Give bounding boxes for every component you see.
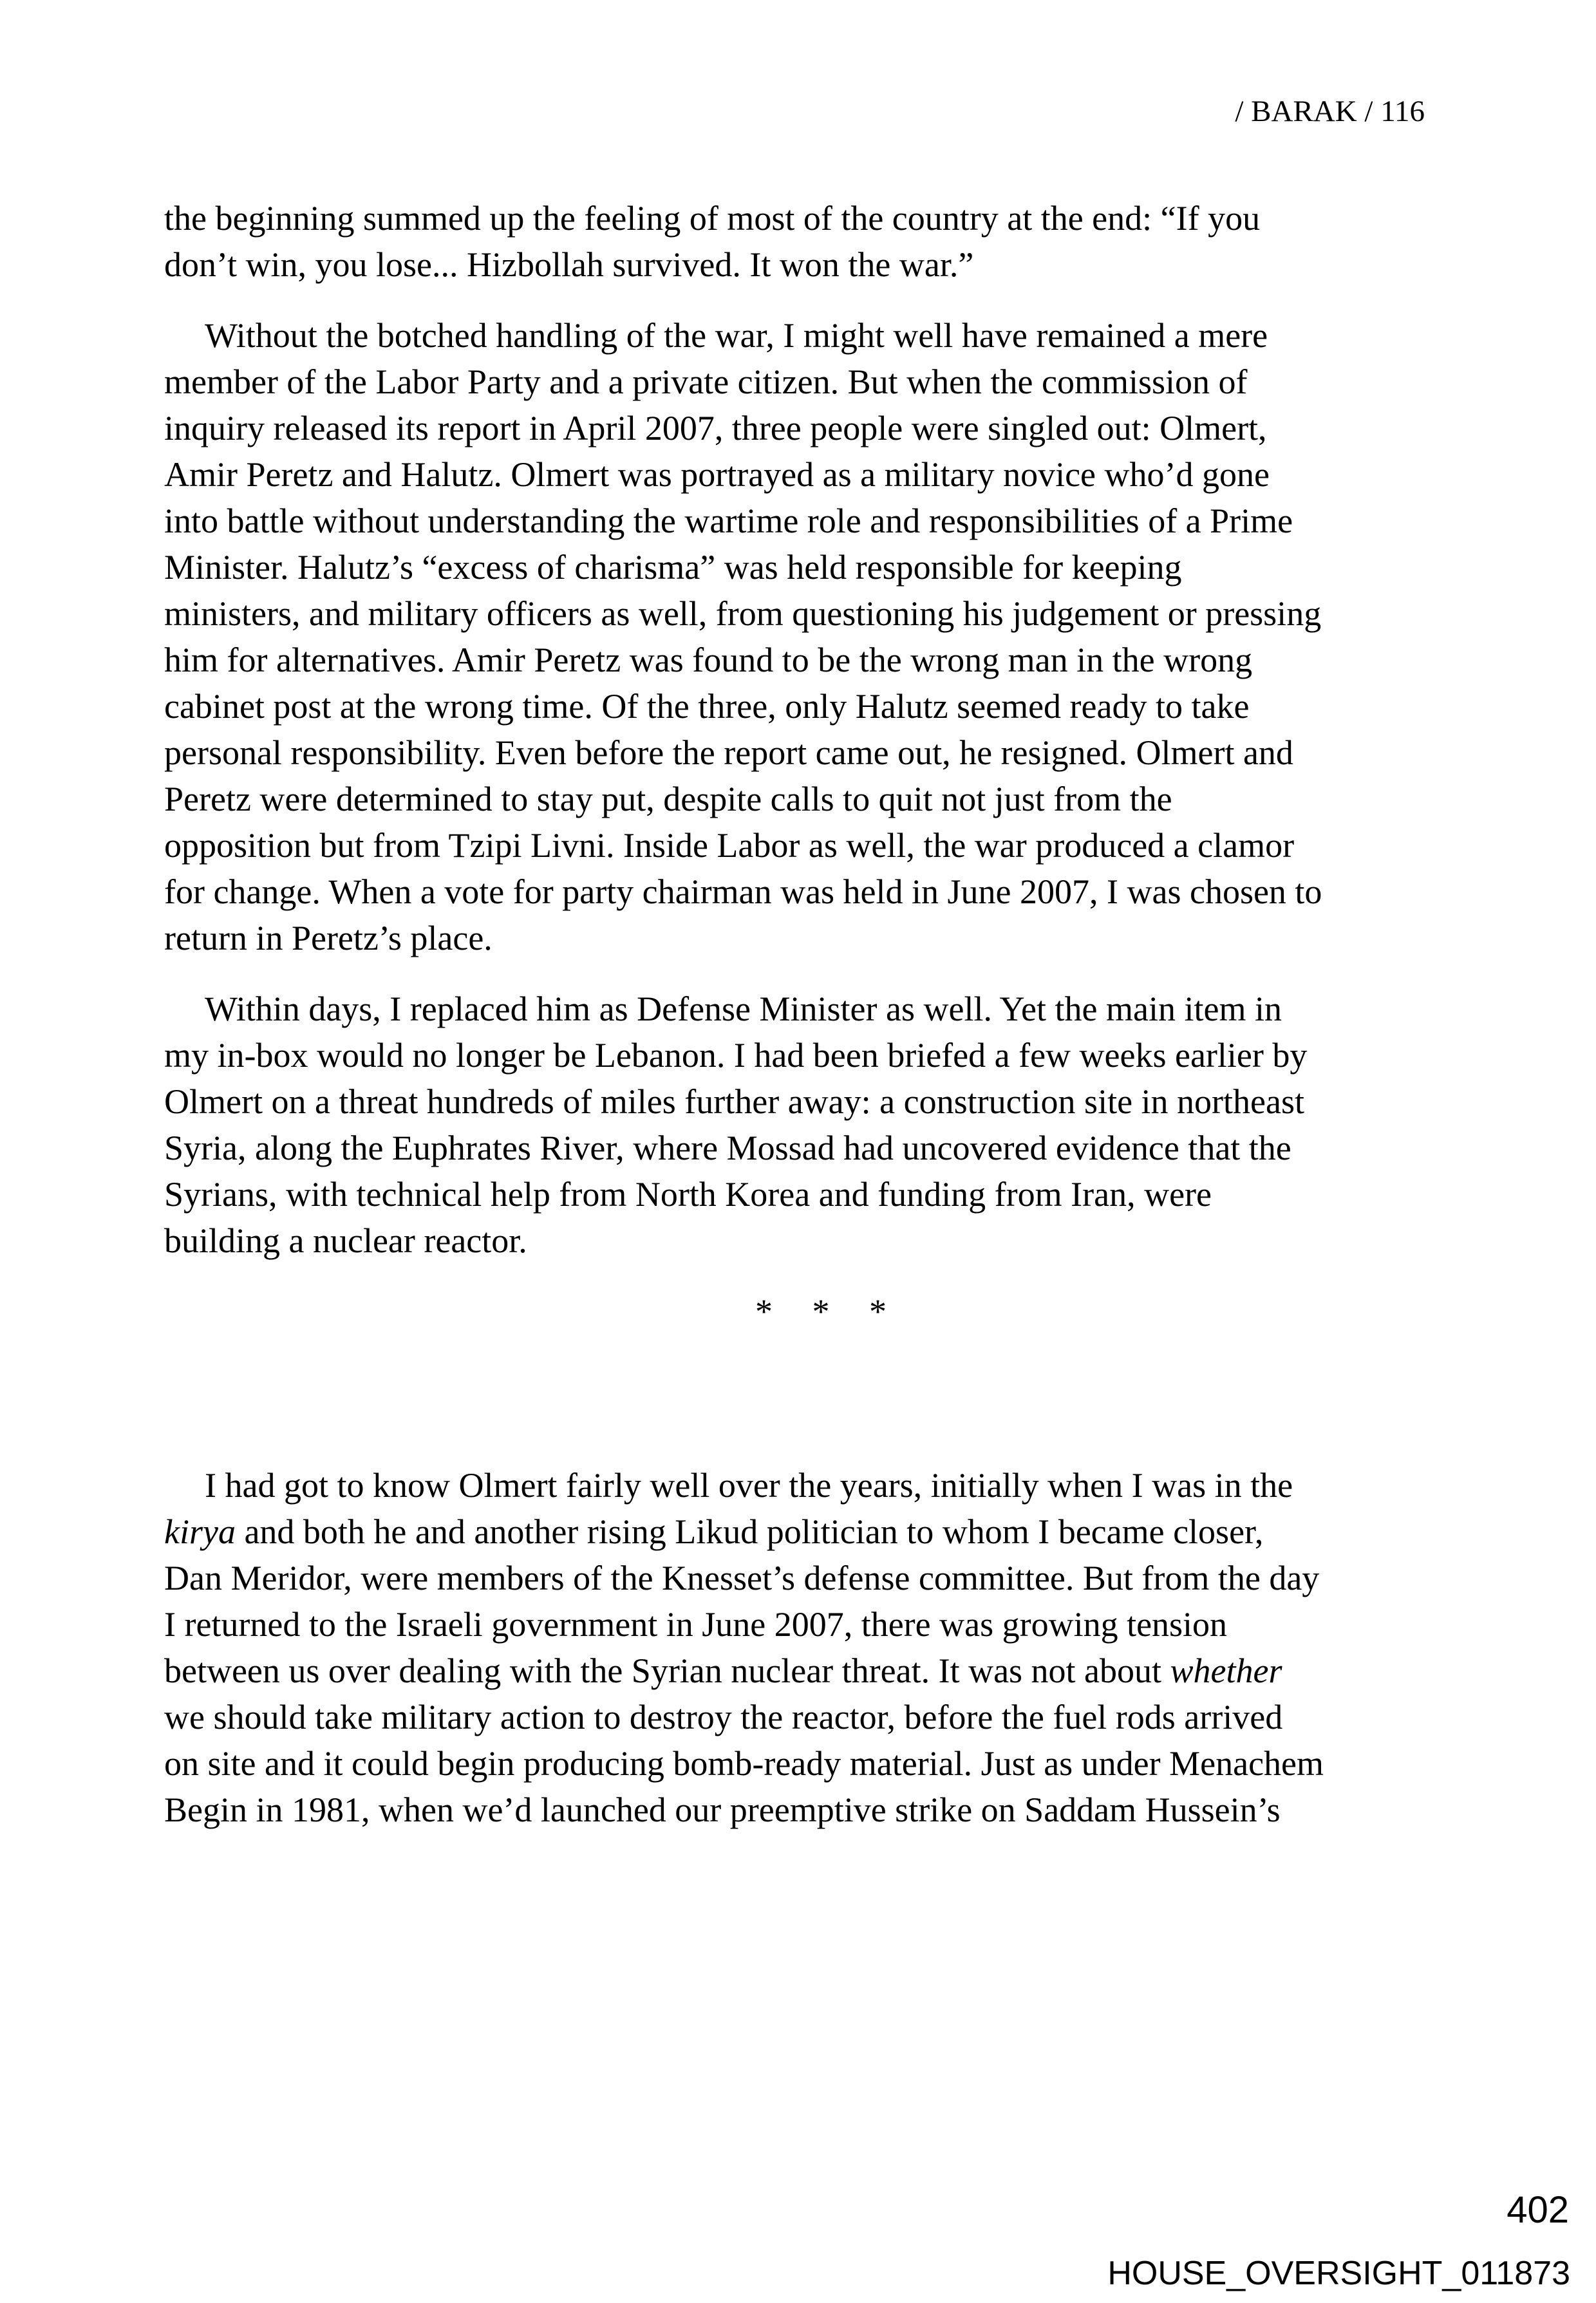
text-line: Within days, I replaced him as Defense Minister as well. Yet the main item in [205,990,1282,1028]
text-line: Without the botched handling of the war, I might well have remained a mere [205,316,1268,355]
text-line: building a nuclear reactor. [164,1221,527,1260]
text-line: member of the Labor Party and a private citizen. But when the commission of [164,362,1248,401]
paragraph [164,312,1439,961]
text-line: Syrians, with technical help from North Korea and funding from Iran, were [164,1175,1212,1214]
text-line: on site and it could begin producing bomb-ready material. Just as under Menachem [164,1744,1324,1783]
text-line: personal responsibility. Even before the report came out, he resigned. Olmert and [164,733,1293,772]
text-line: Dan Meridor, were members of the Knesset’s defense committee. But from the day [164,1559,1320,1597]
document-body [164,195,1439,1833]
text-line: I had got to know Olmert fairly well over the years, initially when I was in the [205,1466,1293,1505]
text-line: inquiry released its report in April 2007, three people were singled out: Olmert, [164,409,1267,447]
text-line: Olmert on a threat hundreds of miles further away: a construction site in northeast [164,1082,1304,1121]
text-line: kirya and both he and another rising Likud politician to whom I became closer, [164,1512,1264,1551]
text-line: between us over dealing with the Syrian nuclear threat. It was not about whether [164,1651,1282,1690]
text-line: ministers, and military officers as well, from questioning his judgement or pressing [164,594,1322,633]
text-line: my in-box would no longer be Lebanon. I had been briefed a few weeks earlier by [164,1036,1308,1075]
paragraph [164,195,1439,288]
text-line: him for alternatives. Amir Peretz was found to be the wrong man in the wrong [164,641,1253,679]
text-line: cabinet post at the wrong time. Of the three, only Halutz seemed ready to take [164,687,1250,726]
text-line: Begin in 1981, when we’d launched our preemptive strike on Saddam Hussein’s [164,1791,1281,1829]
text-line: into battle without understanding the wartime role and responsibilities of a Prime [164,502,1293,540]
text-line: we should take military action to destroy the reactor, before the fuel rods arrived [164,1698,1283,1736]
section-separator: * * * [755,1292,887,1331]
paragraph [164,1462,1439,1833]
text-line: the beginning summed up the feeling of most of the country at the end: “If you [164,199,1261,238]
text-line: for change. When a vote for party chairman was held in June 2007, I was chosen to [164,872,1322,911]
text-line: Minister. Halutz’s “excess of charisma” was held responsible for keeping [164,548,1182,587]
paragraph [164,986,1439,1264]
text-line: opposition but from Tzipi Livni. Inside Labor as well, the war produced a clamor [164,826,1295,865]
page-number: 402 [1507,2189,1569,2231]
page-header: / BARAK / 116 [1235,95,1425,128]
text-line: return in Peretz’s place. [164,919,493,957]
text-line: Amir Peretz and Halutz. Olmert was portrayed as a military novice who’d gone [164,455,1270,494]
text-line: Peretz were determined to stay put, despite calls to quit not just from the [164,780,1172,818]
bates-stamp: HOUSE_OVERSIGHT_011873 [1107,2255,1570,2292]
text-line: don’t win, you lose... Hizbollah survived. It won the war.” [164,245,974,284]
text-line: I returned to the Israeli government in June 2007, there was growing tension [164,1605,1228,1644]
text-line: Syria, along the Euphrates River, where Mossad had uncovered evidence that the [164,1129,1291,1167]
